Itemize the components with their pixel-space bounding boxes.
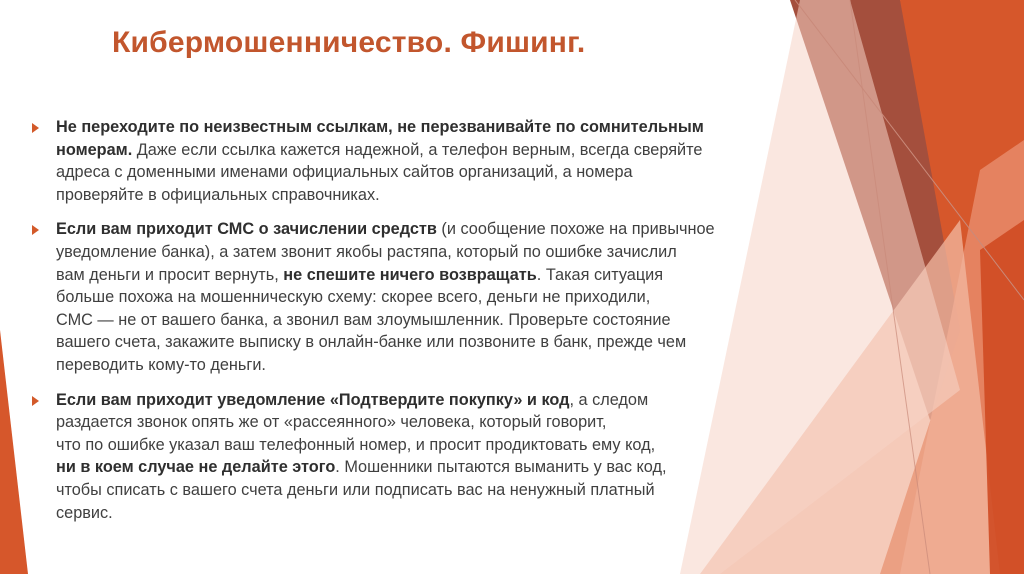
bold-text: ни в коем случае не делайте этого [56,458,336,477]
body-text: адреса с доменными именами официальных сайтов организаций, а номера [56,163,633,182]
body-text: . Мошенники пытаются выманить у вас код, [335,458,667,477]
bullet-item [30,218,840,376]
body-text: . Такая ситуация [536,265,664,284]
bullet-item [30,116,840,206]
text-line [56,354,840,377]
bold-text: номерам. [56,140,133,159]
text-line [56,411,840,434]
body-text: уведомление банка), а затем звонит якобы растяпа, который по ошибке зачислил [56,242,677,261]
bold-text: Если вам приходит СМС о зачислении средств [56,220,437,239]
text-line [56,456,840,479]
slide-title: Кибермошенничество. Фишинг. [112,26,586,59]
bold-text: не спешите ничего возвращать [283,265,537,284]
text-line [56,479,840,502]
body-text: вам деньги и просит вернуть, [56,265,284,284]
text-line [56,502,840,525]
body-text: больше похожа на мошенническую схему: скорее всего, деньги не приходили, [56,288,651,307]
bold-text: Не переходите по неизвестным ссылкам, не перезванивайте по сомнительным [56,118,704,136]
body-text: сервис. [56,503,113,522]
text-line [56,434,840,457]
text-line [56,241,840,264]
body-text: переводить кому-то деньги. [56,355,266,374]
body-text: раздается звонок опять же от «рассеянного» человека, который говорит, [56,413,607,432]
body-text: Даже если ссылка кажется надежной, а телефон верным, всегда сверяйте [132,140,703,159]
body-text: СМС — не от вашего банка, а звонил вам злоумышленник. Проверьте состояние [56,310,671,329]
text-line [56,161,840,184]
text-line [56,116,840,139]
bullet-list [30,116,840,524]
bullet-arrow-icon [32,225,39,235]
body-text: , а следом [569,390,649,409]
text-line [56,309,840,332]
bullet-arrow-icon [32,396,39,406]
bullet-arrow-icon [32,123,39,133]
body-text: проверяйте в официальных справочниках. [56,185,380,204]
decor-left-wedge [0,330,28,574]
text-line [56,184,840,207]
body-text: чтобы списать с вашего счета деньги или подписать вас на ненужный платный [56,480,655,499]
text-line [56,389,840,412]
body-text: вашего счета, закажите выписку в онлайн-банке или позвоните в банк, прежде чем [56,333,687,352]
text-line [56,286,840,309]
body-text: что по ошибке указал ваш телефонный номер, и просит продиктовать ему код, [56,435,656,454]
text-line [56,264,840,287]
text-line [56,331,840,354]
body-text: (и сообщение похоже на привычное [436,220,715,239]
text-line [56,139,840,162]
bold-text: Если вам приходит уведомление «Подтвердите покупку» и код [56,390,570,409]
text-line [56,218,840,241]
bullet-item [30,389,840,525]
